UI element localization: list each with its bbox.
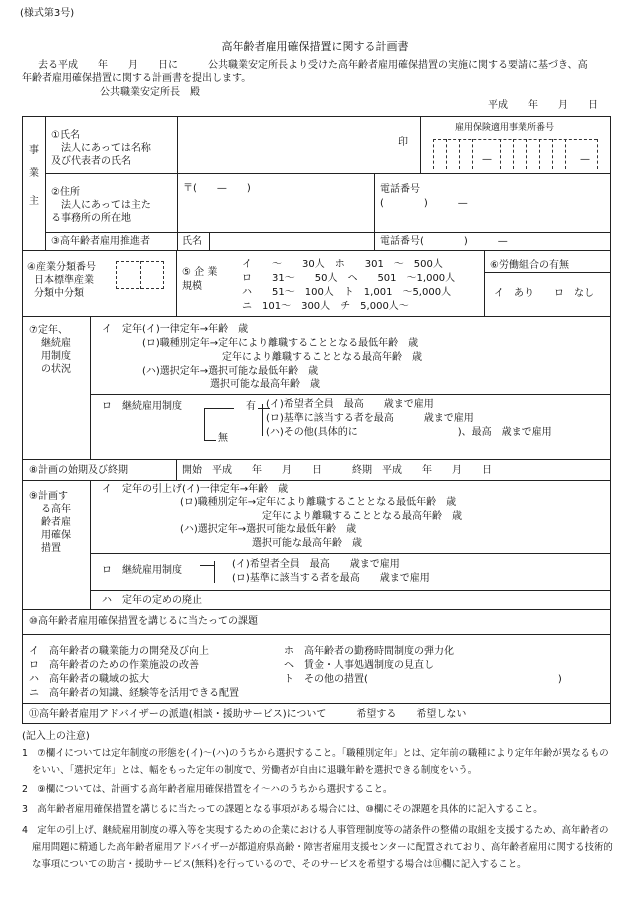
plan-continued-label[interactable]: ロ 継続雇用制度 <box>102 565 182 576</box>
industry-label-2: 日本標準産業 <box>34 275 94 286</box>
scale-label-1: ⑤ 企 業 <box>182 267 218 278</box>
name-label-1: ①氏名 <box>51 130 80 141</box>
insurance-number-label: 雇用保険適用事業所番号 <box>455 123 555 133</box>
current-option-uniform[interactable]: イ 定年(イ)一律定年→年齢 歳 <box>102 324 249 335</box>
side-label-3: 主 <box>29 196 39 207</box>
intro-line-1: 去る平成 年 月 日に 公共職業安定所長より受けた高年齢者雇用確保措置の実施に関する要請に基づき、高 <box>38 60 588 71</box>
name-label-3: 及び代表者の氏名 <box>51 156 131 167</box>
current-option-by-job[interactable]: (ロ)職種別定年→定年により離職することとなる最低年齢 歳 <box>142 338 419 349</box>
issue-option[interactable]: ホ 高年齢者の勤務時間制度の弾力化 <box>284 646 454 657</box>
plan-label-3: 齢者雇 <box>41 517 71 528</box>
scale-option-row[interactable]: ロ 31～ 50人 ヘ 501 ～1,000人 <box>242 273 456 284</box>
scale-option-row[interactable]: イ ～ 30人 ホ 301 ～ 500人 <box>242 259 443 270</box>
current-continued-other[interactable]: (ハ)その他(具体的に )、最高 歳まで雇用 <box>266 427 552 438</box>
promoter-phone-field[interactable]: 電話番号( ) — <box>380 236 508 247</box>
plan-option-selective-max: 選択可能な最高年齢 歳 <box>252 538 362 549</box>
scale-label-2: 規模 <box>182 281 202 292</box>
name-label-2: 法人にあっては名称 <box>51 143 151 154</box>
zip-code-field[interactable]: 〒( — ) <box>183 183 251 194</box>
promoter-name-label: 氏名 <box>182 236 202 247</box>
note-item: 4 定年の引上げ、継続雇用制度の導入等を実現するための企業における人事管理制度等の諸条件の整備の取組を支援するため、高年齢者の雇用問題に精通した高年齢者雇用アドバイザーが都道府県高齢・障害者雇用支援センターに配置されており、高年齢者雇用に関する技術的な事項についての助言・援助サービス(無料)を行っているので、そのサービスを希望する場合は⑪欄に記入すること。 <box>22 825 613 870</box>
addressee: 公共職業安定所長 殿 <box>100 87 200 98</box>
current-continued-yes[interactable]: 有 <box>246 401 256 412</box>
plan-label-1: ⑨計画す <box>29 491 68 502</box>
industry-label-3: 分類中分類 <box>34 288 84 299</box>
note-item: 2 ⑨欄については、計画する高年齢者雇用確保措置をイ～ハのうちから選択すること。 <box>22 784 393 795</box>
current-label-3: 用制度 <box>41 351 71 362</box>
current-continued-criteria[interactable]: (ロ)基準に該当する者を最高 歳まで雇用 <box>266 413 474 424</box>
issue-option[interactable]: ハ 高年齢者の職域の拡大 <box>29 674 149 685</box>
issue-option[interactable]: ニ 高年齢者の知識、経験等を活用できる配置 <box>29 688 239 699</box>
plan-label-2: る高年 <box>41 504 71 515</box>
note-item: 1 ⑦欄イについては定年制度の形態を(イ)～(ハ)のうちから選択すること。「職種別定年」とは、定年前の職種により定年年齢が異なるものをいい、「選択定年」とは、幅をもった定年の制度で、労働者が自由に退職年齢を選択できる制度をいう。 <box>22 748 609 776</box>
issue-option[interactable]: イ 高年齢者の職業能力の開発及び向上 <box>29 646 209 657</box>
insurance-separator-1: — <box>482 154 492 165</box>
current-label-2: 継続雇 <box>41 338 71 349</box>
address-label-3: る事務所の所在地 <box>51 213 131 224</box>
intro-line-2: 年齢者雇用確保措置に関する計画書を提出します。 <box>22 73 252 84</box>
issue-option[interactable]: ヘ 賃金・人事処遇制度の見直し <box>284 660 434 671</box>
period-value[interactable]: 開始 平成 年 月 日 終期 平成 年 月 日 <box>182 465 492 476</box>
advisor-request[interactable]: ⑪高年齢者雇用アドバイザーの派遣(相談・援助サービス)について 希望する 希望しない <box>29 709 467 720</box>
issue-option[interactable]: ロ 高年齢者のための作業施設の改善 <box>29 660 199 671</box>
scale-option-row[interactable]: ニ 101～ 300人 チ 5,000人～ <box>242 301 409 312</box>
note-item: 3 高年齢者雇用確保措置を講じるに当たっての課題となる事項がある場合には、⑩欄にその課題を具体的に記入すること。 <box>22 804 543 815</box>
scale-option-row[interactable]: ハ 51～ 100人 ト 1,001 ～5,000人 <box>242 287 452 298</box>
current-label-1: ⑦定年、 <box>29 325 68 336</box>
plan-continued-all[interactable]: (イ)希望者全員 最高 歳まで雇用 <box>232 559 400 570</box>
union-label: ⑥労働組合の有無 <box>490 260 569 271</box>
current-option-selective-max: 選択可能な最高年齢 歳 <box>210 379 320 390</box>
side-label-2: 業 <box>29 168 39 179</box>
plan-option-selective[interactable]: (ハ)選択定年→選択可能な最低年齢 歳 <box>180 524 357 535</box>
plan-continued-criteria[interactable]: (ロ)基準に該当する者を最高 歳まで雇用 <box>232 573 430 584</box>
issues-label: ⑩高年齢者雇用確保措置を講じるに当たっての課題 <box>29 616 258 627</box>
seal-mark: 印 <box>398 137 408 148</box>
current-option-selective[interactable]: (ハ)選択定年→選択可能な最低年齢 歳 <box>142 366 319 377</box>
address-label-1: ②住所 <box>51 187 80 198</box>
name-input[interactable] <box>180 120 374 170</box>
current-continued-no[interactable]: 無 <box>218 433 228 444</box>
form-number: (様式第3号) <box>20 8 75 19</box>
plan-option-raise[interactable]: イ 定年の引上げ(イ)一律定年→年齢 歳 <box>102 484 289 495</box>
current-label-4: の状況 <box>41 364 71 375</box>
current-option-by-job-max: 定年により離職することとなる最高年齢 歳 <box>222 352 422 363</box>
promoter-label: ③高年齢者雇用推進者 <box>51 236 150 247</box>
phone-label: 電話番号 <box>380 184 420 195</box>
plan-option-by-job[interactable]: (ロ)職種別定年→定年により離職することとなる最低年齢 歳 <box>180 497 457 508</box>
notes-title: (記入上の注意) <box>22 731 90 742</box>
side-label-1: 事 <box>29 145 39 156</box>
plan-label-4: 用確保 <box>41 530 71 541</box>
form-title: 高年齢者雇用確保措置に関する計画書 <box>221 40 409 53</box>
plan-label-5: 措置 <box>41 543 61 554</box>
current-continued-all[interactable]: (イ)希望者全員 最高 歳まで雇用 <box>266 399 434 410</box>
phone-field[interactable]: ( ) — <box>380 198 468 209</box>
insurance-separator-2: — <box>580 154 590 165</box>
issue-option[interactable]: ト その他の措置( ) <box>284 674 562 685</box>
plan-option-abolish[interactable]: ハ 定年の定めの廃止 <box>102 595 202 606</box>
plan-option-by-job-max: 定年により離職することとなる最高年齢 歳 <box>262 511 462 522</box>
current-continued-label[interactable]: ロ 継続雇用制度 <box>102 401 182 412</box>
union-options[interactable]: イ あり ロ なし <box>494 288 594 299</box>
submit-date[interactable]: 平成 年 月 日 <box>488 100 598 111</box>
industry-label-1: ④産業分類番号 <box>27 262 96 273</box>
address-label-2: 法人にあっては主た <box>51 200 151 211</box>
period-label: ⑧計画の始期及び終期 <box>29 465 128 476</box>
